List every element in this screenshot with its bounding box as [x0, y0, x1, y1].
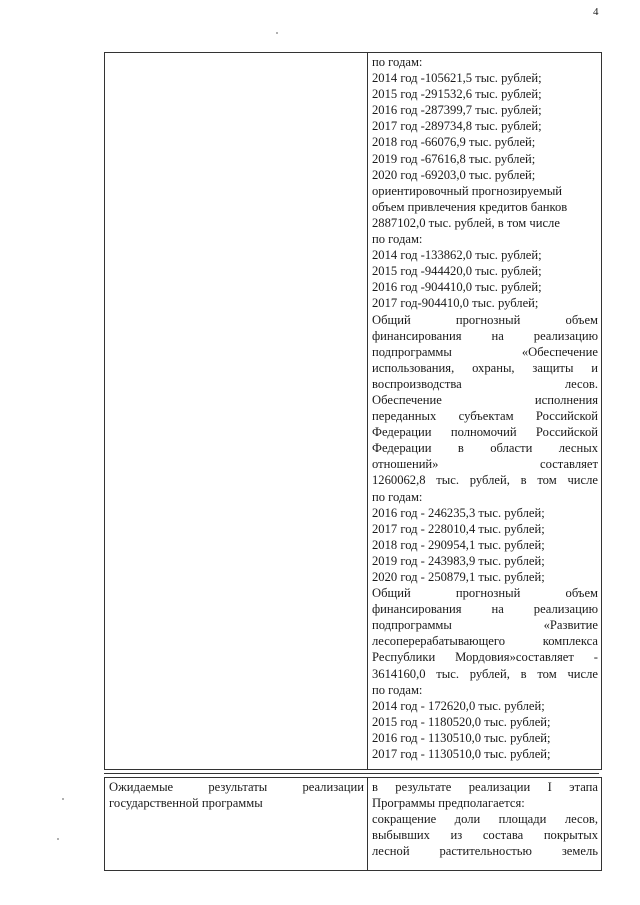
- funding-text-line: Общий прогнозный объем: [372, 312, 598, 327]
- results-text-line: в результате реализации I этапа: [372, 780, 598, 794]
- funding-text-line: по годам:: [372, 55, 423, 69]
- funding-text-line: 2015 год -291532,6 тыс. рублей;: [372, 87, 542, 102]
- funding-text-line: Федерации в области лесных: [372, 441, 598, 456]
- funding-text-line: 2017 год - 1130510,0 тыс. рублей;: [372, 747, 551, 762]
- results-table: [104, 777, 602, 871]
- funding-text-line: 2014 год -105621,5 тыс. рублей;: [372, 71, 542, 86]
- results-label-cell: [105, 778, 368, 871]
- funding-text-line: 1260062,8 тыс. рублей, в том числе: [372, 473, 598, 488]
- funding-row: [105, 53, 602, 770]
- funding-text-line: 2016 год -287399,7 тыс. рублей;: [372, 103, 542, 118]
- funding-text-line: лесоперерабатывающего комплекса: [372, 634, 598, 649]
- funding-text-line: по годам:: [372, 489, 423, 504]
- funding-text-line: подпрограммы «Развитие: [372, 618, 598, 633]
- scan-speck: [57, 838, 59, 840]
- results-text-line: выбывших из состава покрытых: [372, 828, 598, 843]
- funding-text-line: 2017 год-904410,0 тыс. рублей;: [372, 296, 539, 311]
- funding-text-line: финансирования на реализацию: [372, 602, 598, 617]
- funding-text-line: Обеспечение исполнения: [372, 392, 598, 407]
- funding-text-line: Общий прогнозный объем: [372, 586, 598, 601]
- funding-text-line: Республики Мордовия»составляет -: [372, 650, 598, 665]
- funding-text-line: финансирования на реализацию: [372, 328, 598, 343]
- funding-text-line: 2017 год - 228010,4 тыс. рублей;: [372, 521, 545, 536]
- funding-text-line: переданных субъектам Российской: [372, 409, 598, 424]
- funding-text-line: 2014 год -133862,0 тыс. рублей;: [372, 248, 542, 263]
- funding-text-line: 2020 год - 250879,1 тыс. рублей;: [372, 570, 545, 584]
- funding-text-line: 2018 год - 290954,1 тыс. рублей;: [372, 537, 545, 552]
- page-number: 4: [593, 6, 599, 18]
- results-row: [105, 778, 602, 871]
- funding-text-line: 2016 год - 1130510,0 тыс. рублей;: [372, 730, 551, 745]
- funding-text-line: 2016 год -904410,0 тыс. рублей;: [372, 280, 542, 295]
- results-label-line: Ожидаемые результаты реализации: [109, 780, 364, 794]
- results-text-line: Программы предполагается:: [372, 796, 525, 811]
- results-text-line: лесной растительностью земель: [372, 844, 598, 859]
- funding-text-line: 2015 год - 1180520,0 тыс. рублей;: [372, 714, 551, 729]
- funding-details-cell: [368, 53, 602, 770]
- funding-text-line: объем привлечения кредитов банков: [372, 199, 568, 214]
- results-details-cell: [368, 778, 602, 871]
- funding-text-line: 2017 год -289734,8 тыс. рублей;: [372, 119, 542, 134]
- funding-text-line: подпрограммы «Обеспечение: [372, 344, 598, 359]
- funding-label-cell: [105, 53, 368, 770]
- program-passport-table: [104, 52, 602, 770]
- scan-speck: [276, 32, 278, 34]
- funding-text-line: Федерации полномочий Российской: [372, 425, 598, 440]
- funding-text-line: воспроизводства лесов.: [372, 376, 598, 391]
- funding-text-line: 2020 год -69203,0 тыс. рублей;: [372, 167, 536, 182]
- funding-text-line: 2887102,0 тыс. рублей, в том числе: [372, 215, 560, 230]
- funding-text-line: ориентировочный прогнозируемый: [372, 183, 563, 198]
- funding-text-line: 3614160,0 тыс. рублей, в том числе: [372, 666, 598, 681]
- funding-text-line: использования, охраны, защиты и: [372, 360, 598, 375]
- funding-text-line: по годам:: [372, 232, 423, 247]
- funding-text-line: 2014 год - 172620,0 тыс. рублей;: [372, 698, 545, 713]
- funding-text-line: 2019 год -67616,8 тыс. рублей;: [372, 151, 536, 166]
- scan-speck: [62, 798, 64, 800]
- funding-text-line: 2019 год - 243983,9 тыс. рублей;: [372, 553, 545, 568]
- funding-text-line: 2015 год -944420,0 тыс. рублей;: [372, 264, 542, 279]
- funding-text-line: отношений» составляет: [372, 457, 598, 472]
- funding-text-line: по годам:: [372, 682, 423, 697]
- funding-text-line: 2018 год -66076,9 тыс. рублей;: [372, 135, 536, 150]
- results-label-line: государственной программы: [109, 796, 263, 811]
- funding-text-line: 2016 год - 246235,3 тыс. рублей;: [372, 505, 545, 520]
- results-text-line: сокращение доли площади лесов,: [372, 812, 598, 827]
